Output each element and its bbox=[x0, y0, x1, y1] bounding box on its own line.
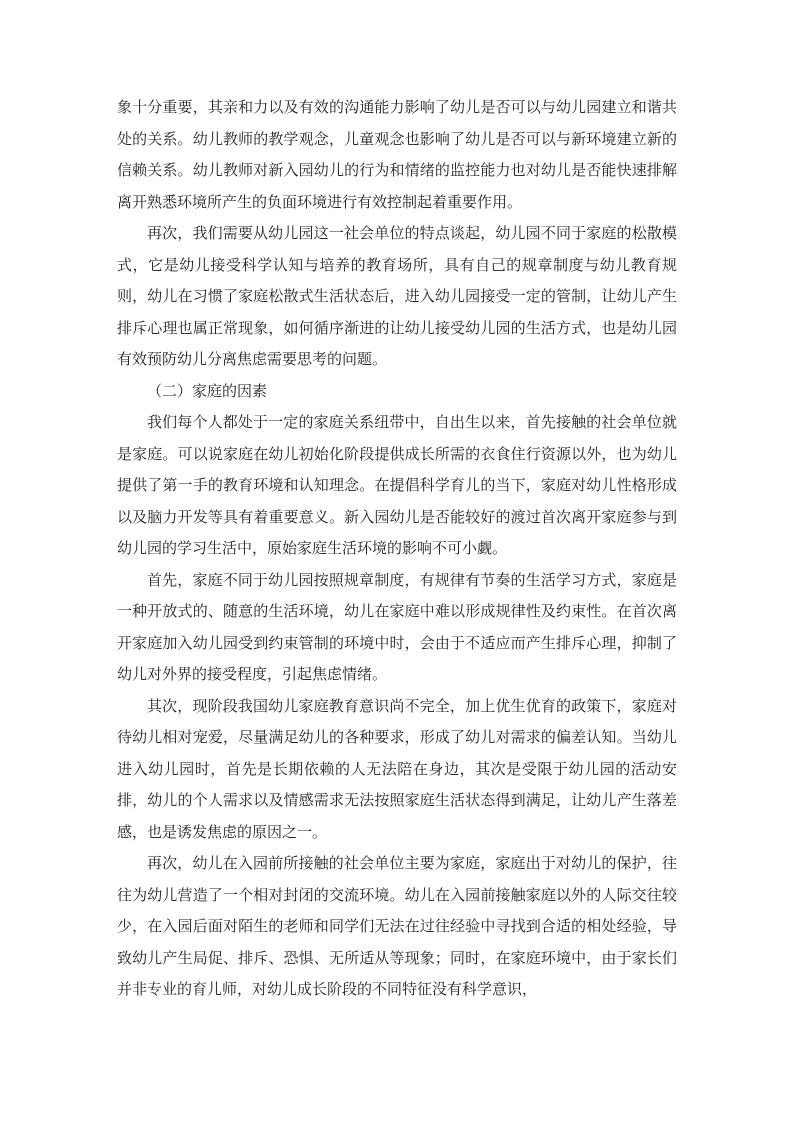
paragraph-family-first: 首先，家庭不同于幼儿园按照规章制度，有规律有节奏的生活学习方式，家庭是一种开放式的、随意的生活环境，幼儿在家庭中难以形成规律性及约束性。在首次离开家庭加入幼儿园受到约束管制的环境中时，会由于不适应而产生排斥心理，抑制了幼儿对外界的接受程度，引起焦虑情绪。 bbox=[117, 570, 677, 683]
paragraph-family-second: 其次，现阶段我国幼儿家庭教育意识尚不完全，加上优生优育的政策下，家庭对待幼儿相对宠爱，尽量满足幼儿的各种要求，形成了幼儿对需求的偏差认知。当幼儿进入幼儿园时，首先是长期依赖的人无法陪在身边，其次是受限于幼儿园的活动安排，幼儿的个人需求以及情感需求无法按照家庭生活状态得到满足，让幼儿产生落差感，也是诱发焦虑的原因之一。 bbox=[117, 696, 677, 841]
document-body bbox=[117, 92, 677, 1006]
paragraph-family-third: 再次，幼儿在入园前所接触的社会单位主要为家庭，家庭出于对幼儿的保护，往往为幼儿营造了一个相对封闭的交流环境。幼儿在入园前接触家庭以外的人际交往较少，在入园后面对陌生的老师和同学们无法在过往经验中寻找到合适的相处经验，导致幼儿产生局促、排斥、恐惧、无所适从等现象；同时，在家庭环境中，由于家长们并非专业的育儿师，对幼儿成长阶段的不同特征没有科学意识， bbox=[117, 854, 677, 998]
paragraph-teacher-influence: 象十分重要，其亲和力以及有效的沟通能力影响了幼儿是否可以与幼儿园建立和谐共处的关系。幼儿教师的教学观念，儿童观念也影响了幼儿是否可以与新环境建立新的信赖关系。幼儿教师对新入园幼儿的行为和情绪的监控能力也对幼儿是否能快速排解离开熟悉环境所产生的负面环境进行有效控制起着重要作用。 bbox=[117, 98, 677, 211]
paragraph-family-intro: 我们每个人都处于一定的家庭关系纽带中，自出生以来，首先接触的社会单位就是家庭。可以说家庭在幼儿初始化阶段提供成长所需的衣食住行资源以外，也为幼儿提供了第一手的教育环境和认知理念。在提倡科学育儿的当下，家庭对幼儿性格形成以及脑力开发等具有着重要意义。新入园幼儿是否能较好的渡过首次离开家庭参与到幼儿园的学习生活中，原始家庭生活环境的影响不可小觑。 bbox=[117, 413, 677, 557]
paragraph-kindergarten-characteristics: 再次，我们需要从幼儿园这一社会单位的特点谈起，幼儿园不同于家庭的松散模式，它是幼儿接受科学认知与培养的教育场所，具有自己的规章制度与幼儿教育规则，幼儿在习惯了家庭松散式生活状态后，进入幼儿园接受一定的管制，让幼儿产生排斥心理也属正常现象，如何循序渐进的让幼儿接受幼儿园的生活方式，也是幼儿园有效预防幼儿分离焦虑需要思考的问题。 bbox=[117, 224, 677, 368]
section-heading-family-factors: （二）家庭的因素 bbox=[147, 381, 268, 400]
